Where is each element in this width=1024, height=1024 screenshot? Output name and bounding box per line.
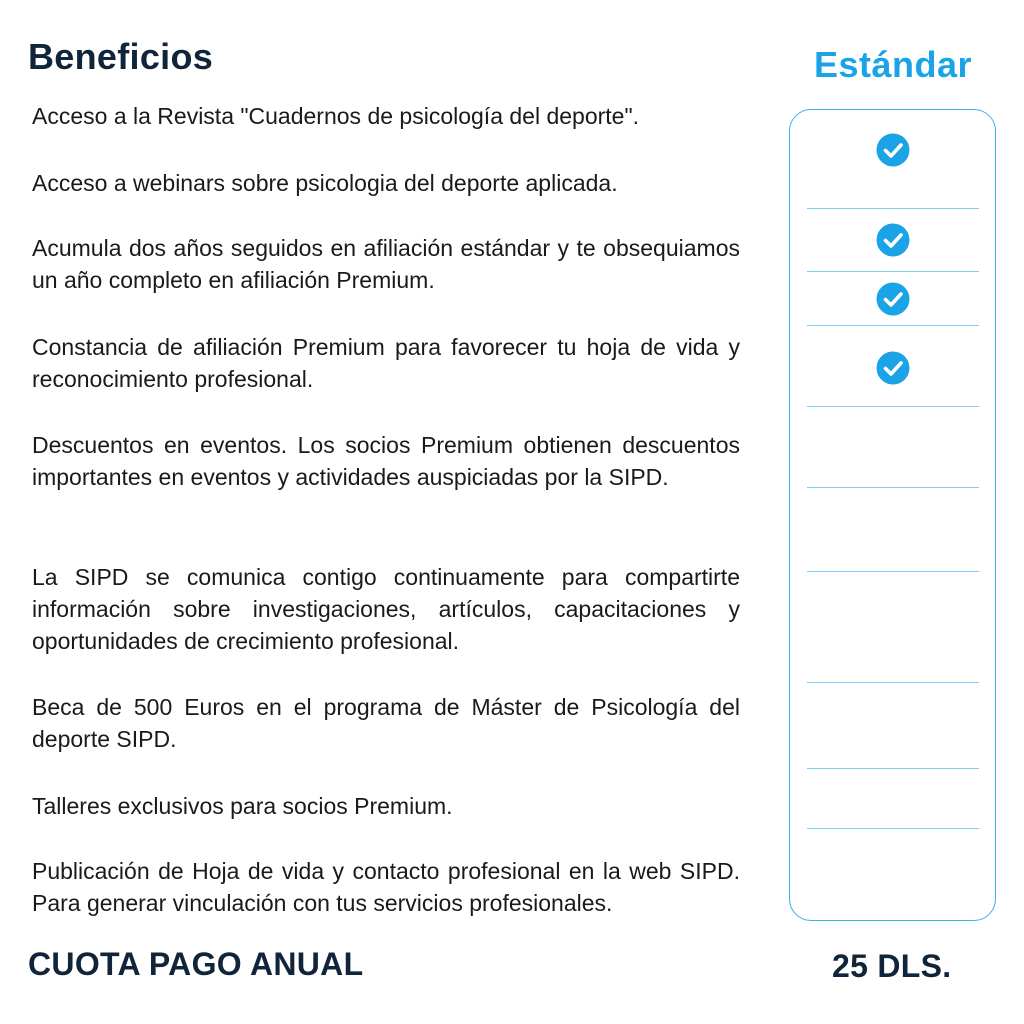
row-divider [807, 682, 979, 683]
row-divider [807, 768, 979, 769]
row-divider [807, 571, 979, 572]
check-circle-icon [876, 282, 910, 316]
row-divider [807, 271, 979, 272]
check-circle-icon [876, 223, 910, 257]
row-divider [807, 828, 979, 829]
benefit-item-1: Acceso a la Revista "Cuadernos de psicología del deporte". [32, 103, 640, 129]
benefit-item-8: Talleres exclusivos para socios Premium. [32, 793, 453, 819]
annual-fee-label: CUOTA PAGO ANUAL [28, 946, 364, 982]
row-divider [807, 487, 979, 488]
benefit-item-4: Constancia de afiliación Premium para favorecer tu hoja de vida y reconocimiento profesional. [32, 334, 740, 392]
benefit-item-9: Publicación de Hoja de vida y contacto profesional en la web SIPD. Para generar vinculación con tus servicios profesionales. [32, 858, 740, 916]
check-circle-icon [876, 133, 910, 167]
benefit-item-2: Acceso a webinars sobre psicologia del deporte aplicada. [32, 170, 618, 196]
page-title: Beneficios [28, 36, 214, 77]
benefit-item-5: Descuentos en eventos. Los socios Premium obtienen descuentos importantes en eventos y actividades auspiciadas por la SIPD. [32, 432, 740, 490]
price-value: 25 DLS. [832, 948, 952, 984]
benefit-item-6: La SIPD se comunica contigo continuamente para compartirte información sobre investigaciones, artículos, capacitaciones y oportunidades de crecimiento profesional. [32, 564, 740, 654]
row-divider [807, 406, 979, 407]
row-divider [807, 325, 979, 326]
row-divider [807, 208, 979, 209]
plan-title: Estándar [813, 44, 972, 85]
check-circle-icon [876, 351, 910, 385]
benefit-item-3: Acumula dos años seguidos en afiliación estándar y te obsequiamos un año completo en afiliación Premium. [32, 235, 740, 293]
benefit-item-7: Beca de 500 Euros en el programa de Máster de Psicología del deporte SIPD. [32, 694, 740, 752]
